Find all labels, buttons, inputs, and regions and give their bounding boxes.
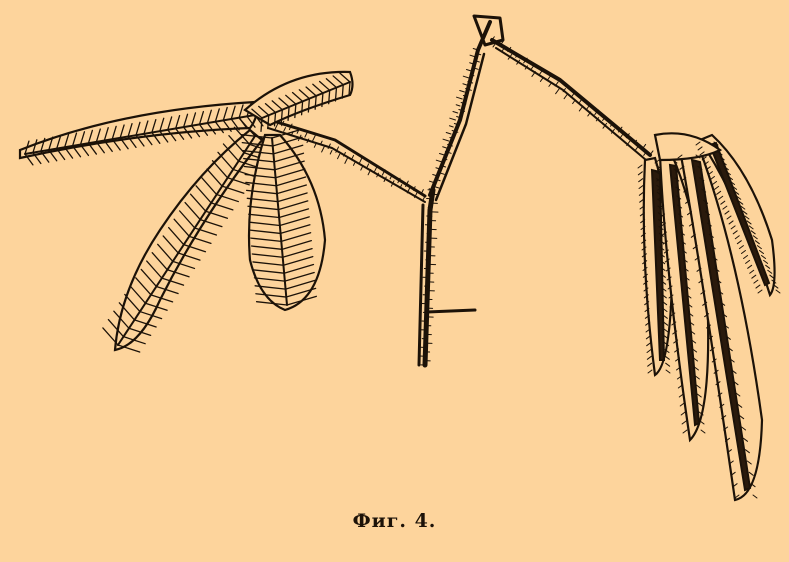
leaf-left-top bbox=[245, 72, 353, 131]
figure-caption: Фиг. 4. bbox=[352, 510, 437, 532]
main-stem bbox=[268, 16, 650, 365]
